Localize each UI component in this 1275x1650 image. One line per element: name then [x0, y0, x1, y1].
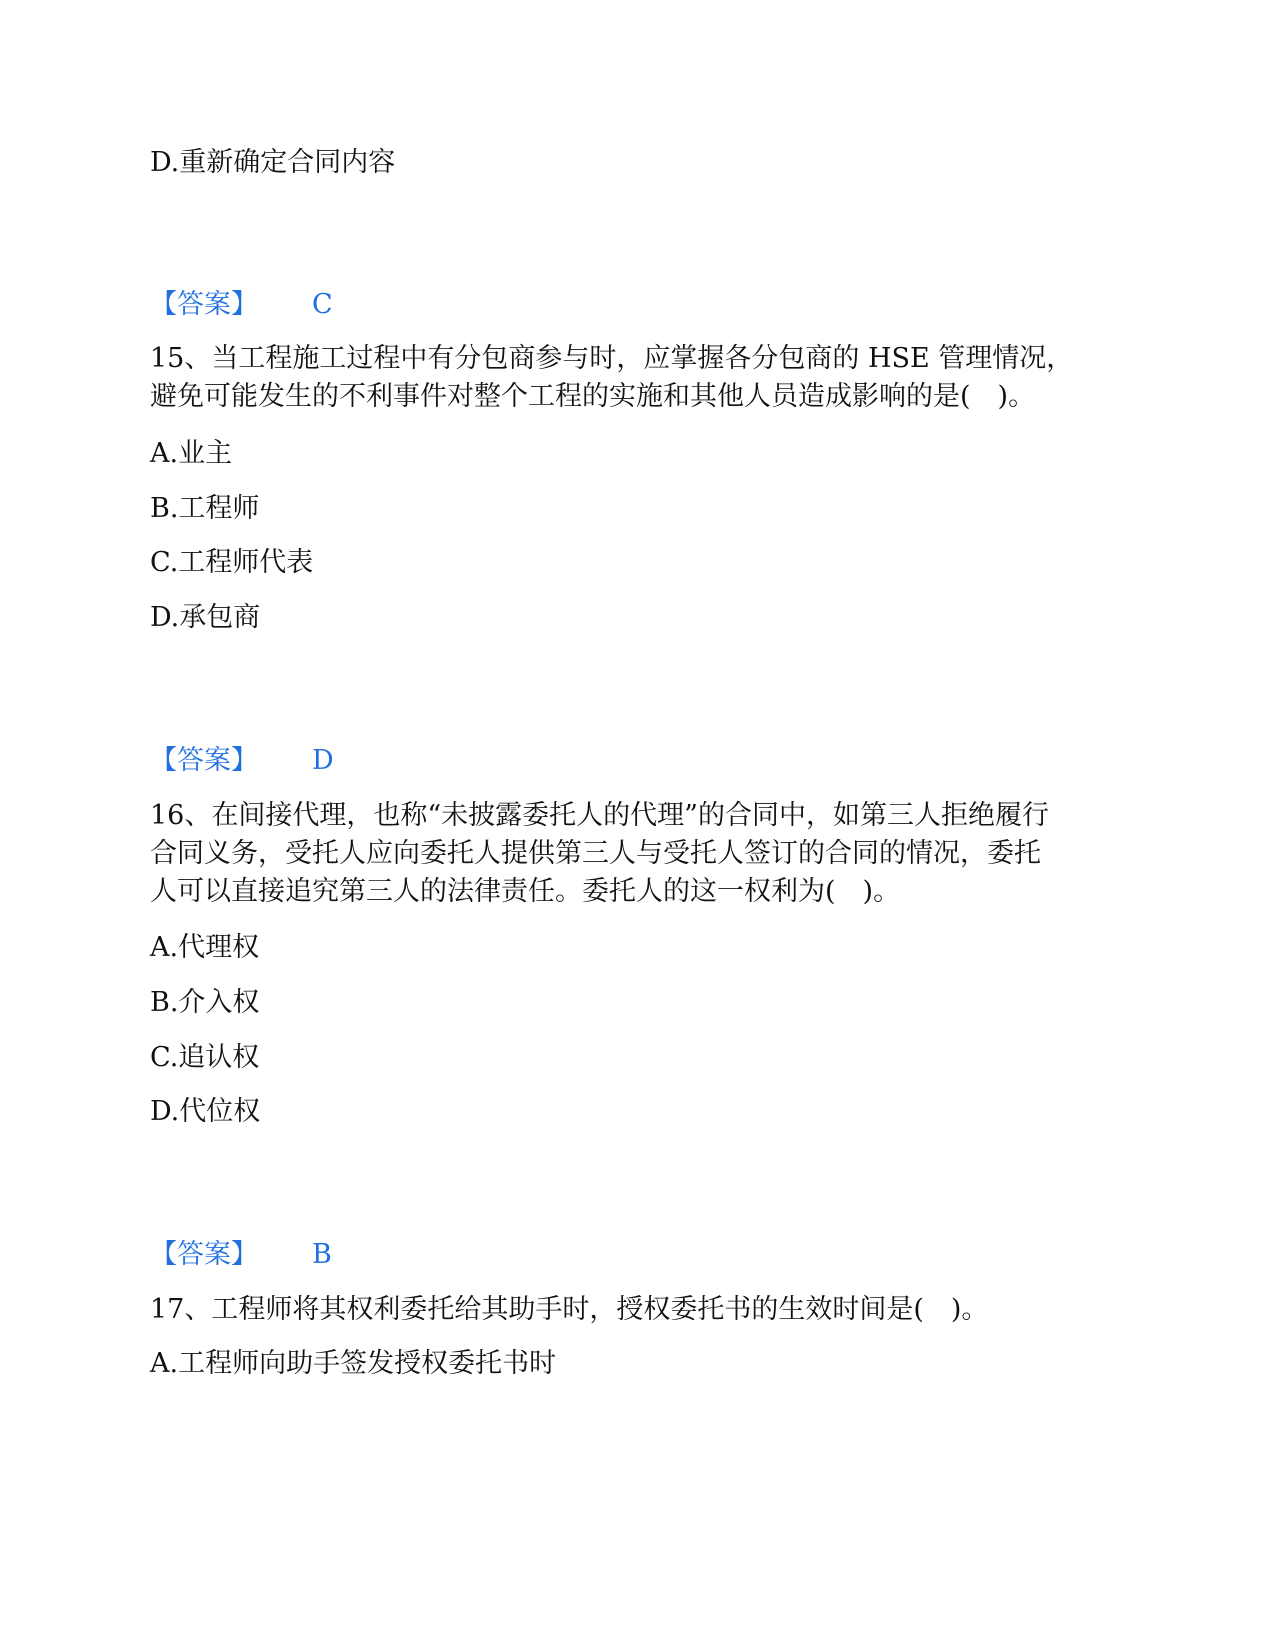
- question-15-option-a: A.业主: [150, 438, 233, 469]
- answer-value: B: [312, 1239, 332, 1270]
- question-16-option-d: D.代位权: [150, 1096, 261, 1127]
- question-16-stem-line-2: 合同义务，受托人应向委托人提供第三人与受托人签订的合同的情况，委托: [150, 838, 1041, 869]
- question-16-stem-line-1: 16、在间接代理，也称“未披露委托人的代理”的合同中，如第三人拒绝履行: [150, 800, 1049, 831]
- answer-value: C: [312, 289, 333, 320]
- question-16-stem: [150, 797, 1110, 911]
- answer-row-q14: [150, 287, 333, 323]
- question-16-option-b: B.介入权: [150, 987, 260, 1018]
- answer-label: 【答案】: [150, 745, 258, 776]
- question-15-stem: [150, 340, 1110, 416]
- question-16-stem-line-3: 人可以直接追究第三人的法律责任。委托人的这一权利为( )。: [150, 876, 901, 907]
- question-15-option-c: C.工程师代表: [150, 547, 314, 578]
- question-15-option-d: D.承包商: [150, 602, 261, 633]
- question-17-option-a: A.工程师向助手签发授权委托书时: [150, 1348, 557, 1379]
- answer-label: 【答案】: [150, 1239, 258, 1270]
- question-17-stem: 17、工程师将其权利委托给其助手时，授权委托书的生效时间是( )。: [150, 1294, 989, 1325]
- answer-label: 【答案】: [150, 289, 258, 320]
- question-15-option-b: B.工程师: [150, 493, 260, 524]
- question-15-stem-line-1: 15、当工程施工过程中有分包商参与时，应掌握各分包商的 HSE 管理情况，: [150, 343, 1074, 374]
- answer-value: D: [312, 745, 334, 776]
- question-16-option-c: C.追认权: [150, 1042, 260, 1073]
- question-15-stem-line-2: 避免可能发生的不利事件对整个工程的实施和其他人员造成影响的是( )。: [150, 381, 1036, 412]
- option-d-prev: D.重新确定合同内容: [150, 147, 396, 178]
- answer-row-q16: [150, 1237, 332, 1273]
- answer-row-q15: [150, 743, 334, 779]
- question-16-option-a: A.代理权: [150, 932, 260, 963]
